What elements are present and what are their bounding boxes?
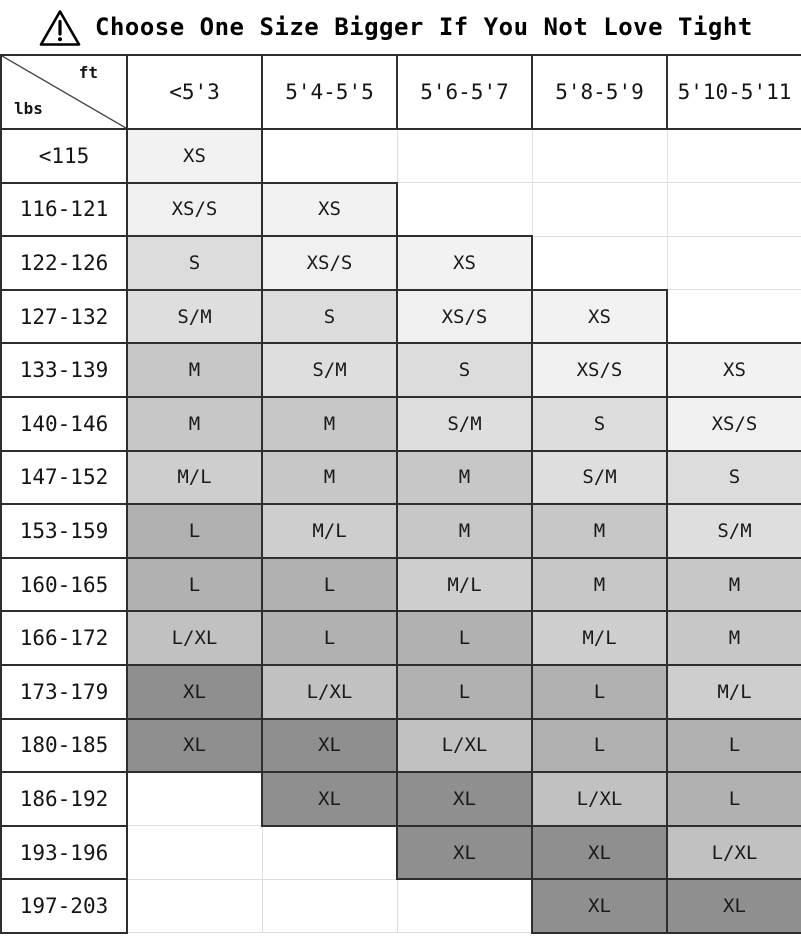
size-cell: S bbox=[127, 236, 262, 290]
size-cell: XL bbox=[532, 826, 667, 880]
size-cell: L bbox=[397, 665, 532, 719]
page-title bbox=[0, 0, 801, 54]
size-cell: M/L bbox=[127, 451, 262, 505]
size-cell: S bbox=[397, 343, 532, 397]
empty-cell bbox=[532, 129, 667, 183]
column-header: 5'8-5'9 bbox=[532, 55, 667, 129]
size-cell: XS/S bbox=[262, 236, 397, 290]
size-cell: XL bbox=[262, 772, 397, 826]
size-cell: M bbox=[262, 397, 397, 451]
size-cell: L/XL bbox=[127, 611, 262, 665]
size-cell: S/M bbox=[532, 451, 667, 505]
empty-cell bbox=[262, 129, 397, 183]
size-table-body bbox=[1, 129, 801, 933]
size-cell: L bbox=[262, 611, 397, 665]
size-cell: M bbox=[262, 451, 397, 505]
corner-cell bbox=[1, 55, 127, 129]
empty-cell bbox=[262, 879, 397, 933]
size-cell: L/XL bbox=[532, 772, 667, 826]
size-cell: S/M bbox=[667, 504, 801, 558]
empty-cell bbox=[667, 129, 801, 183]
row-label: 197-203 bbox=[1, 879, 127, 933]
empty-cell bbox=[667, 290, 801, 344]
empty-cell bbox=[532, 183, 667, 237]
table-row bbox=[1, 665, 801, 719]
size-cell: M/L bbox=[532, 611, 667, 665]
size-cell: L/XL bbox=[262, 665, 397, 719]
empty-cell bbox=[397, 129, 532, 183]
table-row bbox=[1, 558, 801, 612]
corner-label-ft: ft bbox=[78, 63, 98, 82]
empty-cell bbox=[397, 183, 532, 237]
empty-cell bbox=[127, 879, 262, 933]
size-cell: L bbox=[262, 558, 397, 612]
empty-cell bbox=[667, 236, 801, 290]
size-cell: M/L bbox=[667, 665, 801, 719]
size-cell: XL bbox=[667, 879, 801, 933]
row-label: 127-132 bbox=[1, 290, 127, 344]
size-cell: S bbox=[667, 451, 801, 505]
corner-label-lbs: lbs bbox=[14, 99, 43, 118]
table-row bbox=[1, 719, 801, 773]
size-cell: S/M bbox=[397, 397, 532, 451]
size-cell: XS bbox=[532, 290, 667, 344]
size-cell: S/M bbox=[127, 290, 262, 344]
size-cell: S bbox=[532, 397, 667, 451]
size-cell: XS/S bbox=[397, 290, 532, 344]
row-label: 153-159 bbox=[1, 504, 127, 558]
empty-cell bbox=[667, 183, 801, 237]
empty-cell bbox=[127, 772, 262, 826]
size-cell: L bbox=[532, 665, 667, 719]
row-label: 116-121 bbox=[1, 183, 127, 237]
size-cell: XL bbox=[397, 772, 532, 826]
size-cell: M bbox=[532, 558, 667, 612]
table-header bbox=[1, 55, 801, 129]
row-label: 186-192 bbox=[1, 772, 127, 826]
table-row bbox=[1, 451, 801, 505]
empty-cell bbox=[397, 879, 532, 933]
table-row bbox=[1, 504, 801, 558]
size-cell: XL bbox=[397, 826, 532, 880]
table-row bbox=[1, 879, 801, 933]
size-cell: XL bbox=[262, 719, 397, 773]
size-cell: M bbox=[397, 451, 532, 505]
size-cell: S/M bbox=[262, 343, 397, 397]
row-label: 140-146 bbox=[1, 397, 127, 451]
size-cell: M bbox=[397, 504, 532, 558]
empty-cell bbox=[262, 826, 397, 880]
table-row bbox=[1, 183, 801, 237]
size-cell: L/XL bbox=[667, 826, 801, 880]
table-row bbox=[1, 772, 801, 826]
size-cell: XS/S bbox=[127, 183, 262, 237]
size-cell: L bbox=[127, 504, 262, 558]
size-cell: XS bbox=[667, 343, 801, 397]
size-cell: XS/S bbox=[667, 397, 801, 451]
header-row bbox=[1, 55, 801, 129]
size-cell: L bbox=[532, 719, 667, 773]
row-label: 160-165 bbox=[1, 558, 127, 612]
column-header: 5'10-5'11 bbox=[667, 55, 801, 129]
size-chart-table bbox=[0, 54, 801, 934]
size-cell: L bbox=[127, 558, 262, 612]
row-label: 166-172 bbox=[1, 611, 127, 665]
table-row bbox=[1, 343, 801, 397]
table-row bbox=[1, 611, 801, 665]
size-cell: L bbox=[397, 611, 532, 665]
size-cell: XL bbox=[127, 665, 262, 719]
size-cell: L bbox=[667, 772, 801, 826]
size-cell: M bbox=[667, 611, 801, 665]
row-label: 173-179 bbox=[1, 665, 127, 719]
table-row bbox=[1, 397, 801, 451]
size-cell: XL bbox=[532, 879, 667, 933]
size-cell: XS/S bbox=[532, 343, 667, 397]
column-header: 5'6-5'7 bbox=[397, 55, 532, 129]
table-row bbox=[1, 236, 801, 290]
size-cell: M bbox=[127, 397, 262, 451]
size-cell: L bbox=[667, 719, 801, 773]
size-cell: M/L bbox=[397, 558, 532, 612]
size-cell: XL bbox=[127, 719, 262, 773]
title-text: Choose One Size Bigger If You Not Love Tight bbox=[95, 13, 753, 41]
size-cell: M bbox=[532, 504, 667, 558]
size-cell: S bbox=[262, 290, 397, 344]
row-label: <115 bbox=[1, 129, 127, 183]
table-row bbox=[1, 826, 801, 880]
size-cell: M bbox=[667, 558, 801, 612]
size-cell: XS bbox=[397, 236, 532, 290]
size-cell: M bbox=[127, 343, 262, 397]
empty-cell bbox=[532, 236, 667, 290]
row-label: 193-196 bbox=[1, 826, 127, 880]
empty-cell bbox=[127, 826, 262, 880]
column-header: <5'3 bbox=[127, 55, 262, 129]
table-row bbox=[1, 129, 801, 183]
row-label: 122-126 bbox=[1, 236, 127, 290]
size-cell: XS bbox=[127, 129, 262, 183]
row-label: 147-152 bbox=[1, 451, 127, 505]
warning-triangle-icon bbox=[38, 8, 82, 48]
column-header: 5'4-5'5 bbox=[262, 55, 397, 129]
size-cell: L/XL bbox=[397, 719, 532, 773]
size-cell: XS bbox=[262, 183, 397, 237]
table-row bbox=[1, 290, 801, 344]
row-label: 180-185 bbox=[1, 719, 127, 773]
row-label: 133-139 bbox=[1, 343, 127, 397]
size-cell: M/L bbox=[262, 504, 397, 558]
